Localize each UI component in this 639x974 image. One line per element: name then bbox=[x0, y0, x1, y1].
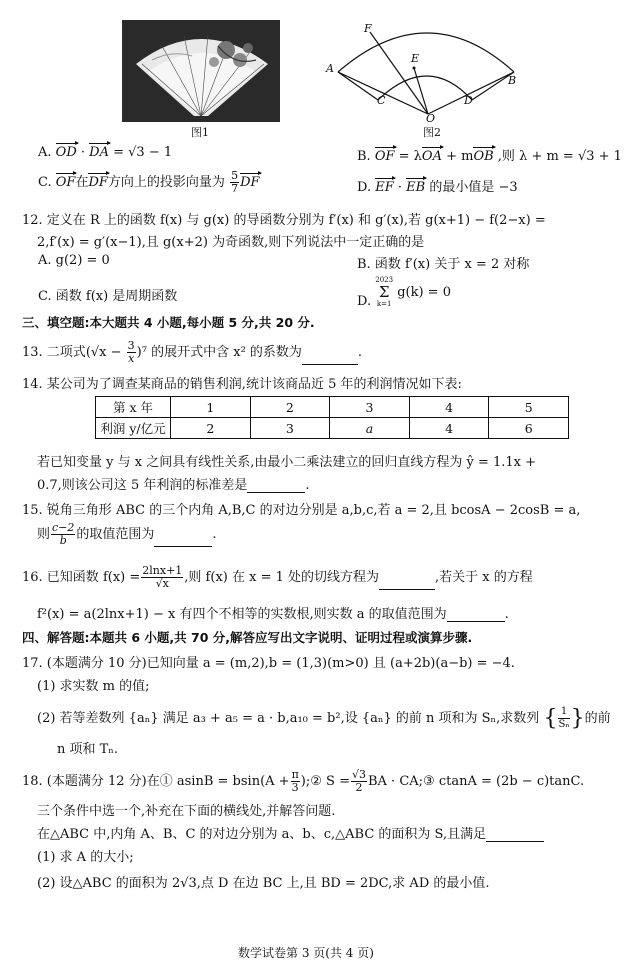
q18-line1: 18. (本题满分 12 分)在① asinB = bsin(A + $\frac{\pi}{3}$ );② S = $\frac{√3}{2}$ BA · CA;③ ctanA = (2b − c)tanC. bbox=[22, 768, 585, 794]
q18-part1: (1) 求 A 的大小; bbox=[37, 850, 134, 865]
q11-option-b: B. OF = λOA + mOB ,则 λ + m = √3 + 1 bbox=[357, 149, 622, 164]
q14-line3: 0.7,则该公司这 5 年利润的标准差是 . bbox=[37, 478, 310, 493]
figure2-diagram bbox=[322, 16, 522, 126]
section4-heading: 四、解答题:本题共 6 小题,共 70 分,解答应写出文字说明、证明过程或演算步骤. bbox=[22, 630, 473, 645]
table-cell: 6 bbox=[489, 418, 569, 439]
q18-line2: 三个条件中选一个,补充在下面的横线处,并解答问题. bbox=[37, 804, 336, 819]
table-cell: 利润 y/亿元 bbox=[96, 418, 171, 439]
table-cell: a bbox=[330, 418, 410, 439]
q12-line1: 12. 定义在 R 上的函数 f(x) 与 g(x) 的导函数分别为 f′(x) 和 g′(x),若 g(x+1) − f(2−x) = bbox=[22, 213, 546, 228]
table-row bbox=[96, 397, 569, 418]
table-cell: 1 bbox=[171, 397, 251, 418]
q17-part1: (1) 求实数 m 的值; bbox=[37, 679, 150, 694]
q18-line3: 在△ABC 中,内角 A、B、C 的对边分别为 a、b、c,△ABC 的面积为 S,且满足 bbox=[37, 823, 544, 842]
point-E-label: E bbox=[411, 52, 420, 65]
q18-condition-blank[interactable] bbox=[486, 841, 544, 842]
q17-part2-line2: n 项和 Tₙ. bbox=[57, 742, 119, 757]
q16-line1: 16. 已知函数 f(x) = $\frac{2\ln x+1}{√x}$ ,则 f(x) 在 x = 1 处的切线方程为 ,若关于 x 的方程 bbox=[22, 564, 533, 590]
q15-answer-blank[interactable] bbox=[154, 546, 212, 547]
q13: 13. 二项式(√x − $\frac{3}{x}$ )⁷ 的展开式中含 x² 的系数为 . bbox=[22, 339, 363, 365]
q16-answer-blank-1[interactable] bbox=[379, 589, 435, 590]
q18-part2: (2) 设△ABC 的面积为 2√3,点 D 在边 BC 上,且 BD = 2DC,求 AD 的最小值. bbox=[37, 876, 490, 891]
point-O-label: O bbox=[426, 112, 436, 125]
figure2-label: 图2 bbox=[423, 126, 441, 139]
q12-option-b: B. 函数 f′(x) 关于 x = 2 对称 bbox=[357, 257, 530, 272]
q15-line1: 15. 锐角三角形 ABC 的三个内角 A,B,C 的对边分别是 a,b,c,若 a = 2,且 bcosA − 2cosB = a, bbox=[22, 503, 581, 518]
point-C-label: C bbox=[377, 94, 386, 107]
point-B-label: B bbox=[508, 74, 517, 87]
q11-option-a: A. OD · DA = √3 − 1 bbox=[38, 145, 173, 160]
table-cell: 4 bbox=[409, 418, 489, 439]
q17-part2: (2) 若等差数列 {aₙ} 满足 a₃ + a₅ = a · b,a₁₀ = b²,设 {aₙ} 的前 n 项和为 Sₙ,求数列 { $\frac{1}{\text{Sₙ}}$ }的前 bbox=[37, 706, 611, 731]
q14-line2: 若已知变量 y 与 x 之间具有线性关系,由最小二乘法建立的回归直线方程为 ŷ = 1.1x + bbox=[37, 455, 537, 470]
table-cell: 4 bbox=[409, 397, 489, 418]
page-footer: 数学试卷第 3 页(共 4 页) bbox=[238, 946, 374, 960]
table-cell: 2 bbox=[250, 397, 330, 418]
q11-option-d: D. EF · EB 的最小值是 −3 bbox=[357, 180, 518, 195]
table-cell: 3 bbox=[250, 418, 330, 439]
point-D-label: D bbox=[464, 94, 473, 107]
q17-line1: 17. (本题满分 10 分)已知向量 a = (m,2),b = (1,3)(m>0) 且 (a+2b)(a−b) = −4. bbox=[22, 656, 515, 671]
q12-option-a: A. g(2) = 0 bbox=[38, 253, 110, 268]
point-A-label: A bbox=[326, 62, 334, 75]
table-cell: 2 bbox=[171, 418, 251, 439]
point-F-label: F bbox=[364, 22, 372, 35]
q14-answer-blank[interactable] bbox=[247, 492, 305, 493]
q12-line2: 2,f′(x) = g′(x−1),且 g(x+2) 为奇函数,则下列说法中一定正确的是 bbox=[37, 235, 425, 250]
q14-line1: 14. 某公司为了调查某商品的销售利润,统计该商品近 5 年的利润情况如下表: bbox=[22, 377, 462, 392]
section3-heading: 三、填空题:本大题共 4 小题,每小题 5 分,共 20 分. bbox=[22, 315, 315, 330]
figure1-label: 图1 bbox=[191, 126, 209, 139]
q16-line2: f²(x) = a(2lnx+1) − x 有四个不相等的实数根,则实数 a 的取值范围为 . bbox=[37, 607, 509, 622]
q15-line2: 则 $\frac{c-2}{b}$ 的取值范围为 . bbox=[37, 521, 217, 547]
q11-option-c: C. OF在DF方向上的投影向量为 $\frac{5}{7}$ DF bbox=[38, 169, 260, 195]
table-row bbox=[96, 418, 569, 439]
figure1-fan-image bbox=[122, 20, 280, 122]
q16-answer-blank-2[interactable] bbox=[447, 621, 505, 622]
table-cell: 3 bbox=[330, 397, 410, 418]
q13-answer-blank[interactable] bbox=[302, 364, 358, 365]
q12-option-c: C. 函数 f(x) 是周期函数 bbox=[38, 289, 178, 304]
q12-option-d: D. 2023 Σ k=1 g(k) = 0 bbox=[357, 276, 451, 309]
q14-profit-table bbox=[95, 396, 569, 439]
table-cell: 5 bbox=[489, 397, 569, 418]
table-cell: 第 x 年 bbox=[96, 397, 171, 418]
